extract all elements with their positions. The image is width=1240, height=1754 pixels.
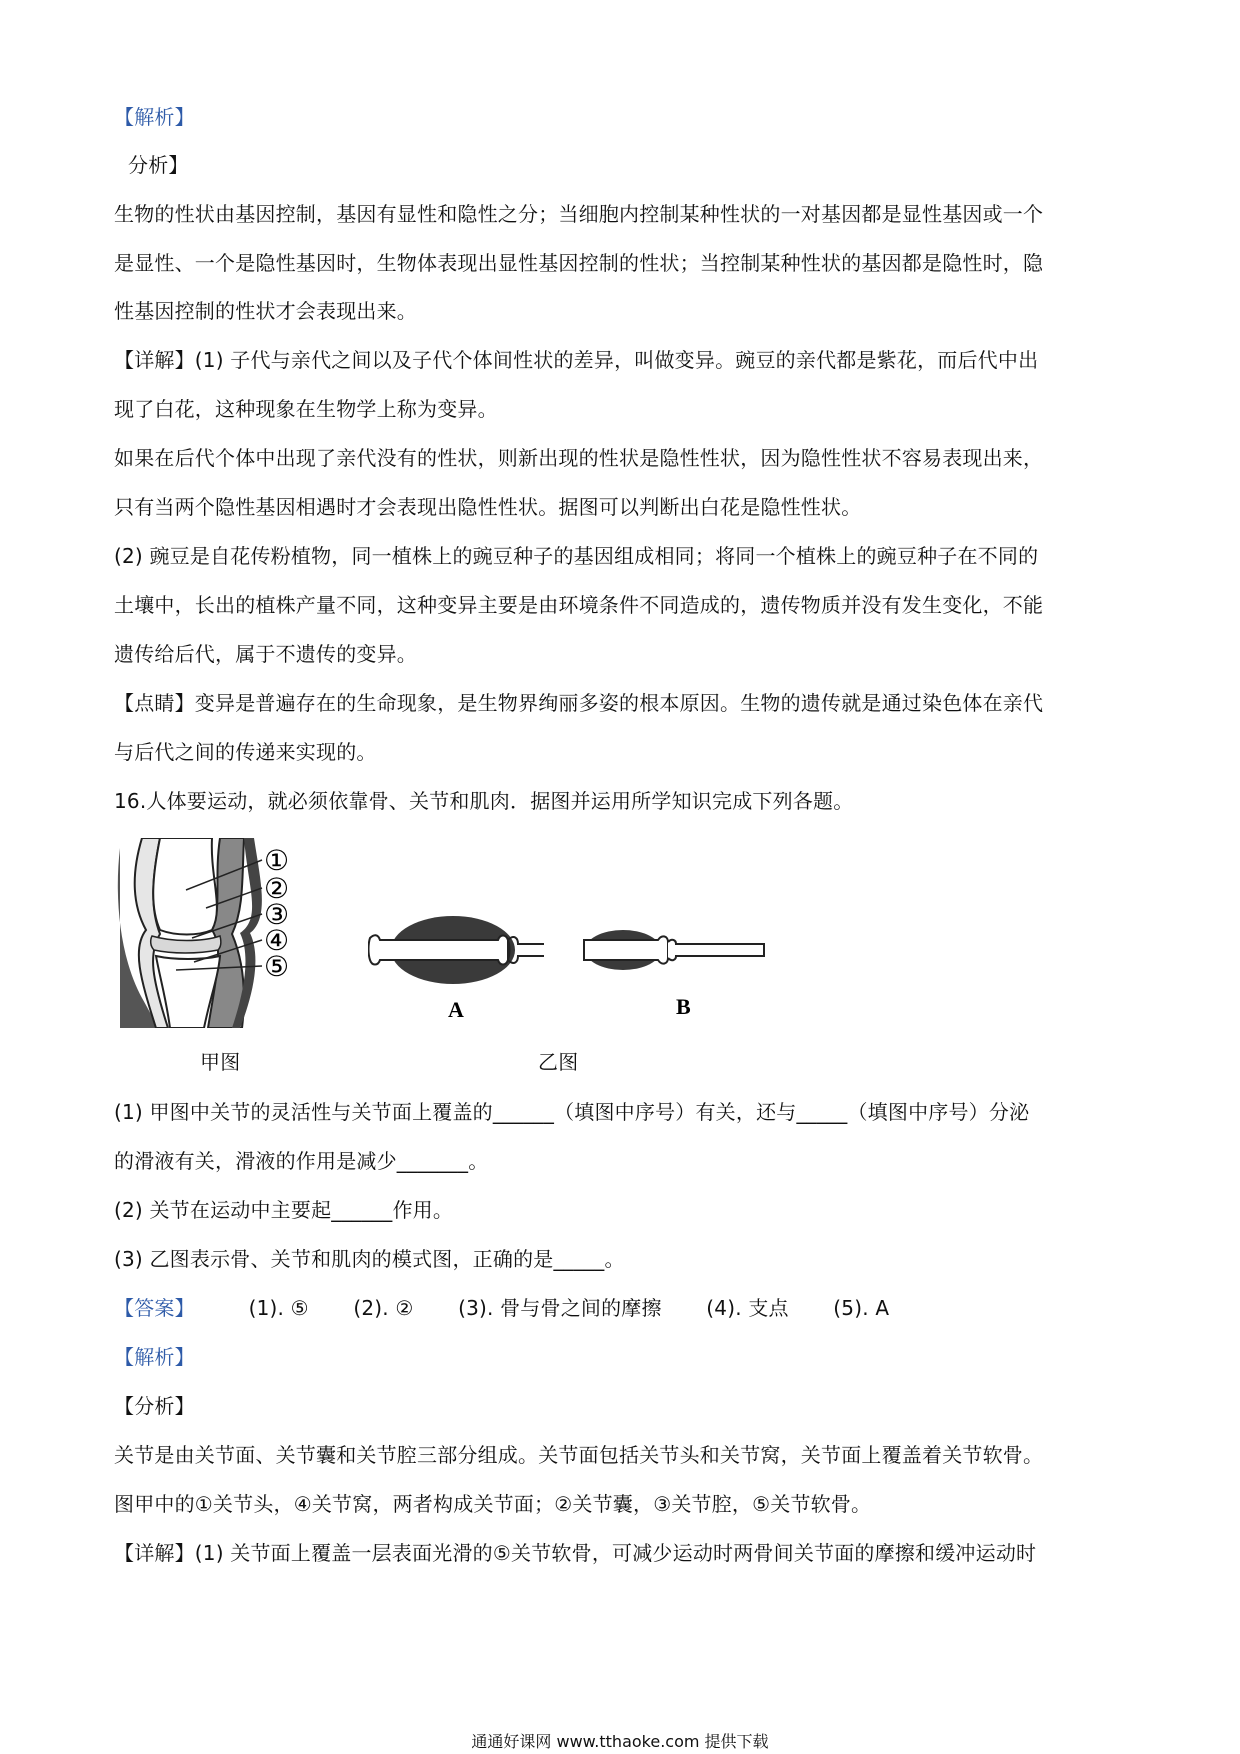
paragraph-line: 【点睛】变异是普遍存在的生命现象，是生物界绚丽多姿的根本原因。生物的遗传就是通过染色体在亲代 [114, 691, 1044, 715]
figure-label-4: ④ [264, 924, 290, 957]
analysis-subheading-1: 分析】 [128, 153, 189, 177]
paragraph-line: 【详解】(1) 子代与亲代之间以及子代个体间性状的差异，叫做变异。豌豆的亲代都是紫花，而后代中出 [114, 348, 1039, 372]
answer-item: (5). A [833, 1296, 890, 1320]
paragraph-line: 土壤中，长出的植株产量不同，这种变异主要是由环境条件不同造成的，遗传物质并没有发生变化，不能 [114, 593, 1044, 617]
question-part-line: 的滑液有关，滑液的作用是减少_______。 [114, 1149, 489, 1173]
paragraph-line: 如果在后代个体中出现了亲代没有的性状，则新出现的性状是隐性性状，因为隐性性状不容易表现出来， [114, 446, 1044, 470]
question-part-line: (1) 甲图中关节的灵活性与关节面上覆盖的______（填图中序号）有关，还与_____（填图中序号）分泌 [114, 1100, 1030, 1124]
paragraph-line: 生物的性状由基因控制，基因有显性和隐性之分；当细胞内控制某种性状的一对基因都是显性基因或一个 [114, 202, 1044, 226]
model-b-label: B [676, 994, 691, 1019]
paragraph-line: 与后代之间的传递来实现的。 [114, 740, 377, 764]
figure-label-3: ③ [264, 898, 290, 931]
question-16-stem: 16.人体要运动，就必须依靠骨、关节和肌肉．据图并运用所学知识完成下列各题。 [114, 789, 854, 813]
figure-caption-yi: 乙图 [538, 1050, 579, 1074]
paragraph-line: 【详解】(1) 关节面上覆盖一层表面光滑的⑤关节软骨，可减少运动时两骨间关节面的摩擦和缓冲运动时 [114, 1541, 1037, 1565]
paragraph-line: 是显性、一个是隐性基因时，生物体表现出显性基因控制的性状；当控制某种性状的基因都是隐性时，隐 [114, 251, 1044, 275]
analysis-heading-1: 【解析】 [114, 105, 195, 129]
answer-label: 【答案】 [114, 1296, 195, 1320]
question-part-line: (2) 关节在运动中主要起______作用。 [114, 1198, 454, 1222]
model-a-label: A [448, 997, 464, 1022]
analysis-subheading-2: 【分析】 [114, 1394, 195, 1418]
figure-caption-jia: 甲图 [200, 1050, 241, 1074]
bone-muscle-models-figure [368, 900, 788, 1030]
figure-label-5: ⑤ [264, 950, 290, 983]
analysis-heading-2: 【解析】 [114, 1345, 195, 1369]
paragraph-line: 关节是由关节面、关节囊和关节腔三部分组成。关节面包括关节头和关节窝，关节面上覆盖着关节软骨。 [114, 1443, 1044, 1467]
knee-joint-figure [112, 838, 312, 1028]
paragraph-line: 遗传给后代，属于不遗传的变异。 [114, 642, 417, 666]
page-footer: 通通好课网 www.tthaoke.com 提供下载 [471, 1732, 769, 1751]
answer-item: (3). 骨与骨之间的摩擦 [458, 1296, 662, 1320]
figure-label-1: ① [264, 844, 290, 877]
answer-item: (4). 支点 [706, 1296, 789, 1320]
answer-row [114, 1294, 1134, 1322]
answer-item: (2). ② [353, 1296, 414, 1320]
paragraph-line: (2) 豌豆是自花传粉植物，同一植株上的豌豆种子的基因组成相同；将同一个植株上的豌豆种子在不同的 [114, 544, 1039, 568]
question-part-line: (3) 乙图表示骨、关节和肌肉的模式图，正确的是_____。 [114, 1247, 625, 1271]
figure-label-2: ② [264, 872, 290, 905]
paragraph-line: 只有当两个隐性基因相遇时才会表现出隐性性状。据图可以判断出白花是隐性性状。 [114, 495, 862, 519]
paragraph-line: 图甲中的①关节头，④关节窝，两者构成关节面；②关节囊，③关节腔，⑤关节软骨。 [114, 1492, 872, 1516]
answer-item: (1). ⑤ [248, 1296, 309, 1320]
paragraph-line: 现了白花，这种现象在生物学上称为变异。 [114, 397, 498, 421]
paragraph-line: 性基因控制的性状才会表现出来。 [114, 299, 417, 323]
